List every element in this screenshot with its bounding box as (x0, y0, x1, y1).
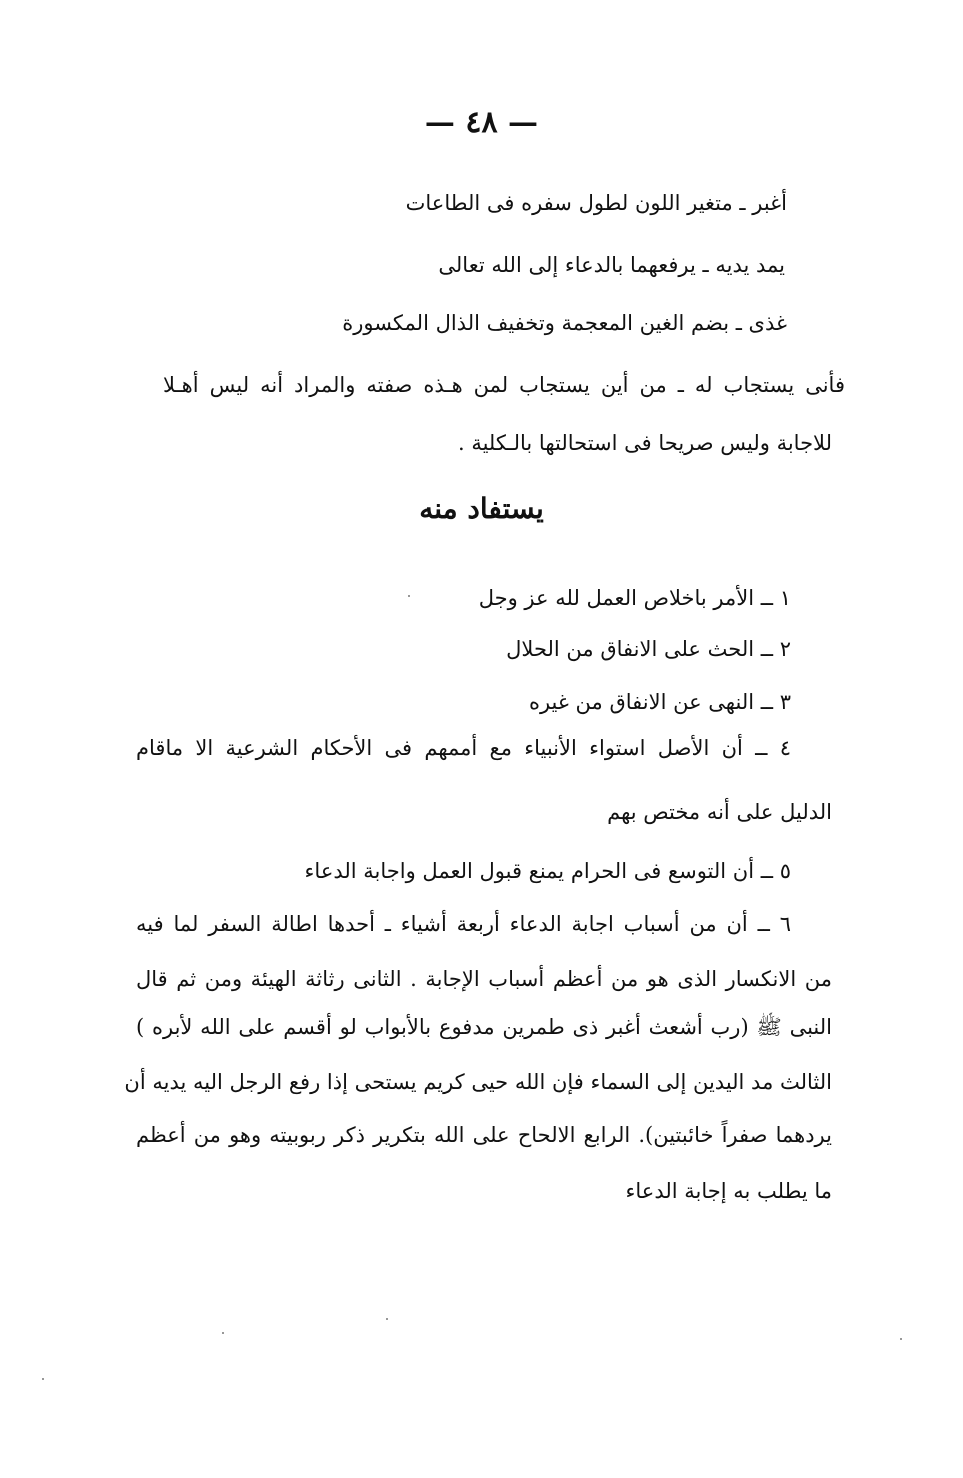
benefit-item-2: ٢ ــ الحث على الانفاق من الحلال (506, 637, 791, 661)
explanation-line-1: فأنى يستجاب له ـ من أين يستجاب لمن هـذه صفته والمراد أنه ليس أهـلا (163, 373, 845, 397)
benefit-item-6-line-4: الثالث مد اليدين إلى السماء فإن الله حيى كريم يستحى إذا رفع الرجل اليه يديه أن (124, 1070, 832, 1094)
benefit-item-4-continued: الدليل على أنه مختص بهم (607, 800, 832, 824)
scan-speck (222, 1332, 224, 1334)
benefit-item-1: ١ ــ الأمر باخلاص العمل لله عز وجل (478, 586, 791, 610)
explanation-line-2: للاجابة وليس صريحا فى استحالتها بالـكلية . (457, 431, 832, 455)
section-heading: يستفاد منه (419, 492, 544, 525)
scan-speck (386, 1318, 388, 1320)
benefit-item-6: ٦ ــ أن من أسباب اجابة الدعاء أربعة أشياء ـ أحدها اطالة السفر لما فيه (136, 912, 791, 936)
scan-speck (408, 595, 410, 597)
glossary-line-2: يمد يديه ـ يرفعهما بالدعاء إلى الله تعالى (438, 253, 785, 277)
scan-speck (900, 1338, 902, 1340)
benefit-item-6-line-3: النبى ﷺ (رب أشعث أغبر ذى طمرين مدفوع بالأبواب لو أقسم على الله لأبره ) (136, 1015, 832, 1039)
glossary-line-1: أغبر ـ متغير اللون لطول سفره فى الطاعات (405, 191, 787, 215)
benefit-item-6-line-2: من الانكسار الذى هو من أعظم أسباب الإجابة . الثانى رثاثة الهيئة ومن ثم قال (136, 967, 832, 991)
benefit-item-3: ٣ ــ النهى عن الانفاق من غيره (528, 690, 791, 714)
scan-speck (42, 1378, 44, 1380)
glossary-line-3: غذى ـ بضم الغين المعجمة وتخفيف الذال المكسورة (342, 311, 787, 335)
benefit-item-6-line-5: يردهما صفراً خائبتين). الرابع الالحاح على الله بتكرير ذكر ربوبيته وهو من أعظم (136, 1123, 832, 1147)
benefit-item-5: ٥ ــ أن التوسع فى الحرام يمنع قبول العمل واجابة الدعاء (304, 859, 791, 883)
page-number: — ٤٨ — (424, 105, 539, 140)
benefit-item-4: ٤ ــ أن الأصل استواء الأنبياء مع أممهم فى الأحكام الشرعية الا ماقام (136, 736, 791, 760)
benefit-item-6-line-6: ما يطلب به إجابة الدعاء (625, 1179, 832, 1203)
